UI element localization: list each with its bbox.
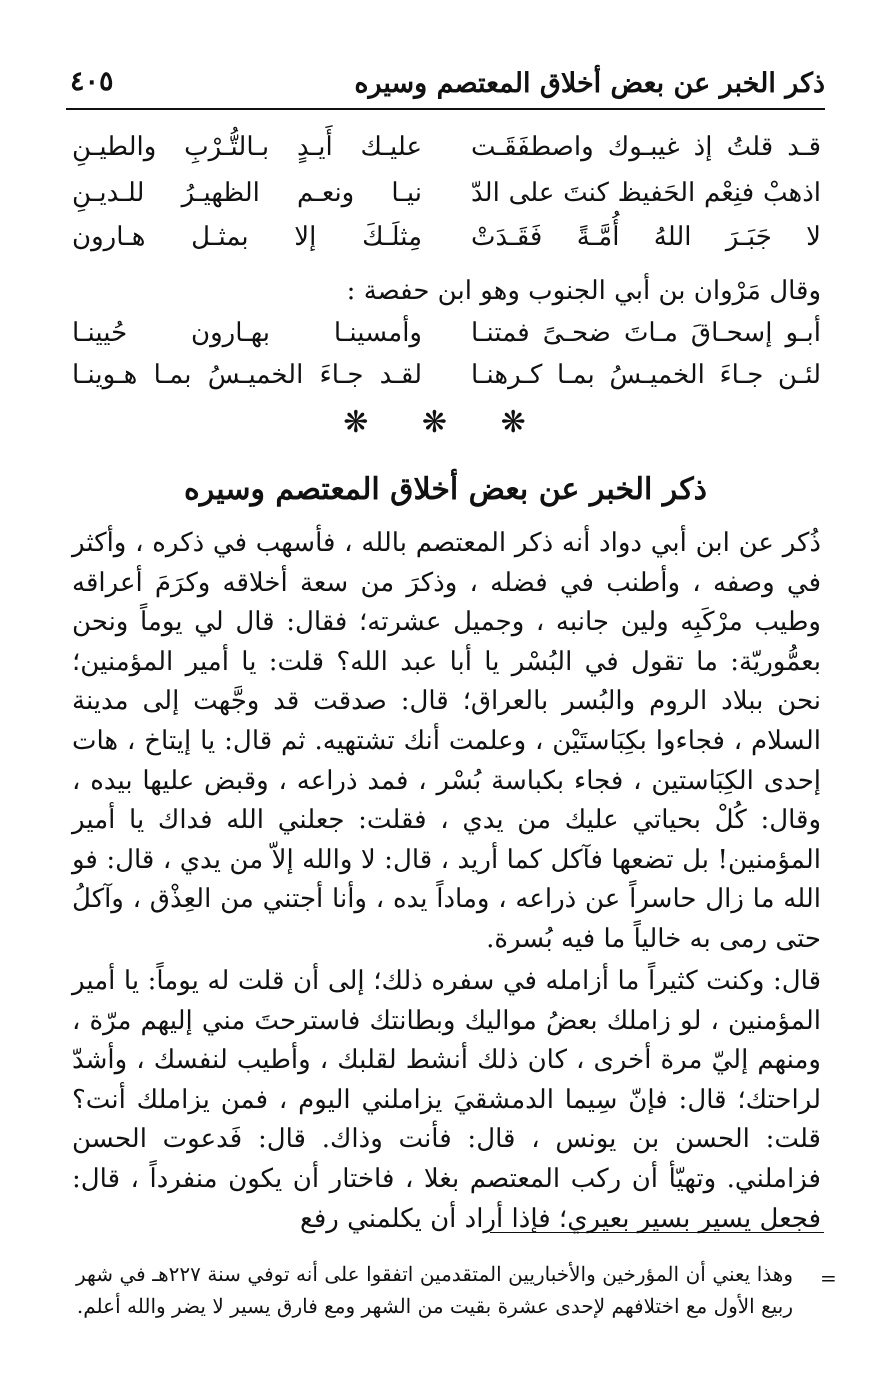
verse-second-hemistich: نيـا ونعـم الظهيـرُ للـديـنِ (72, 178, 422, 208)
verse-first-hemistich: لئـن جـاءَ الخميـسُ بمـا كـرهنـا (471, 360, 821, 390)
verse-first-hemistich: لا جَبَـرَ اللهُ أُمَّـةً فَقَـدَتْ (471, 222, 821, 252)
verse-line (72, 178, 821, 224)
running-title: ذكر الخبر عن بعض أخلاق المعتصم وسيره (354, 68, 825, 99)
verse-line (72, 360, 821, 406)
verse-line (72, 132, 821, 178)
poem-intro: وقال مَرْوان بن أبي الجنوب وهو ابن حفصة : (346, 276, 821, 306)
verse-second-hemistich: لقـد جـاءَ الخميـسُ بمـا هـوينـا (72, 360, 422, 390)
body-paragraph: ذُكر عن ابن أبي دواد أنه ذكر المعتصم بالله ، فأسهب في ذكره ، وأكثر في وصفه ، وأطنب في فضله ، وذكرَ من سعة أخلاقه وكرَمَ أعراقه وطيب مرْكَبِه ولين جانبه ، وجميل عشرته؛ فقال: قال لي يوماً ونحن بعمُّوريّة: ما تقول في البُسْر يا أبا عبد الله؟ قلت: يا أمير المؤمنين؛ نحن ببلاد الروم والبُسر بالعراق؛ قال: صدقت قد وجَّهت إلى مدينة السلام ، فجاءوا بكِبَاستَيْن ، وعلمت أنك تشتهيه. ثم قال: يا إيتاخ ، هات إحدى الكِبَاستين ، فجاء بكباسة بُسْر ، فمد ذراعه ، وقبض عليها بيده ، وقال: كُلْ بحياتي عليك من يدي ، فقلت: جعلني الله فداك يا أمير المؤمنين! بل تضعها فآكل كما أريد ، قال: لا والله إلاّ من يدي ، قال: فو الله ما زال حاسراً عن ذراعه ، وماداً يده ، وأنا أجتني من العِذْق ، وآكلُ حتى رمى به خالياً ما فيه بُسرة. (72, 528, 821, 954)
section-title: ذكر الخبر عن بعض أخلاق المعتصم وسيره (184, 472, 707, 507)
verse-line (72, 222, 821, 268)
body-paragraph: قال: وكنت كثيراً ما أزامله في سفره ذلك؛ إلى أن قلت له يوماً: يا أمير المؤمنين ، لو زاملك بعضُ مواليك وبطانتك فاسترحتَ مني إليهم مرّة ، ومنهم إليّ مرة أخرى ، كان ذلك أنشط لقلبك ، وأطيب لنفسك ، وأشدّ لراحتك؛ قال: فإنّ سِيما الدمشقيَ يزاملني اليوم ، فمن يزاملك أنت؟ قلت: الحسن بن يونس ، قال: فأنت وذاك. قال: فَدعوت الحسن فزاملني. وتهيّأ أن ركب المعتصم بغلا ، فاختار أن يكون منفرداً ، قال: فجعل يسير بسير بعيري؛ فإذا أراد أن يكلمني رفع (72, 966, 821, 1234)
verse-second-hemistich: مِثلَـكَ إلا بمثـل هـارون (72, 222, 422, 252)
verse-first-hemistich: قـد قلتُ إذ غيبـوك واصطفَقَـت (471, 132, 821, 162)
footnote-rule (490, 1232, 824, 1233)
verse-first-hemistich: أبـو إسحـاقَ مـاتَ ضحـىً فمتنـا (471, 318, 821, 348)
verse-line (72, 318, 821, 364)
verse-first-hemistich: اذهبْ فنِعْم الحَفيظ كنتَ على الدّ (471, 178, 821, 208)
footnote-text: وهذا يعني أن المؤرخين والأخباريين المتقدمين اتفقوا على أنه توفي سنة ٢٢٧هـ في شهر ربيع الأول مع اختلافهم لإحدى عشرة بقيت من الشهر ومع فارق يسير لا يضر والله أعلم. (76, 1262, 794, 1318)
page-number: ٤٠٥ (70, 66, 114, 97)
verse-second-hemistich: عليـك أَيـدٍ بـالتُّـرْبِ والطيـنِ (72, 132, 422, 162)
footnote-continuation-marker: = (820, 1266, 837, 1290)
page-header (66, 62, 825, 110)
section-separator: ❋ ❋ ❋ (343, 405, 548, 440)
verse-second-hemistich: وأمسينـا بهـارون حُيينـا (72, 318, 422, 348)
